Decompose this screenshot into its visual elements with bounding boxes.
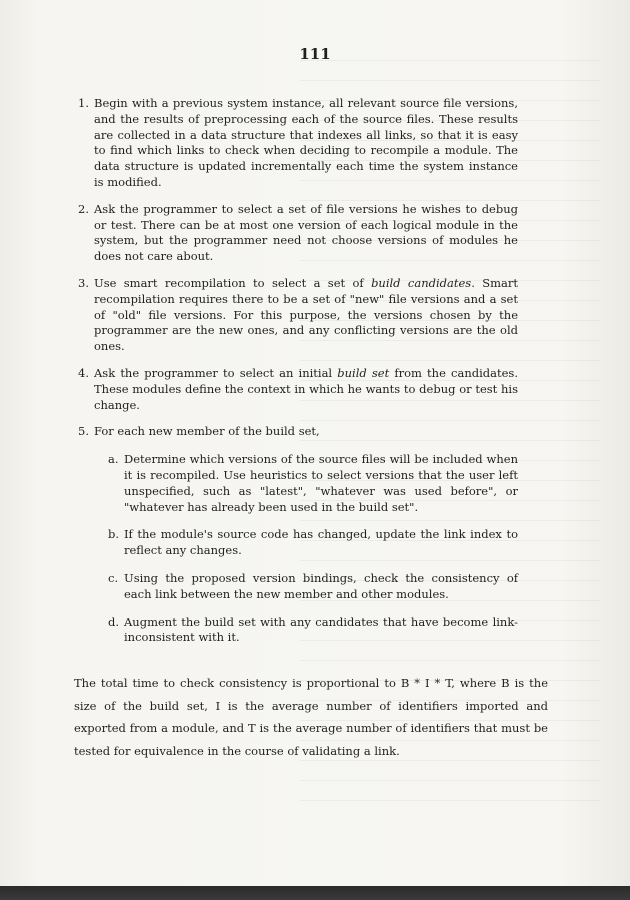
scan-edge-strip — [0, 886, 630, 900]
list-item-text-start: Use smart recompilation to select a set of — [94, 275, 372, 290]
list-marker: 4. — [78, 365, 89, 380]
page-number: 111 — [299, 45, 331, 63]
list-marker: 5. — [78, 424, 89, 439]
sub-list-item — [108, 571, 518, 603]
list-item — [78, 96, 518, 191]
list-item-emphasis: build candidates — [371, 275, 472, 290]
list-item-text: For each new member of the build set, — [94, 424, 320, 439]
sub-list-item-text: If the module's source code has changed, update the link index to reflect any changes. — [124, 527, 518, 558]
sub-list-marker: a. — [108, 452, 119, 467]
sub-list-item-text: Determine which versions of the source files will be included when it is recompiled. Use heuristics to select versions that the user left unspecified, such as "latest", "whatever was used before", or "whatever has already been used in the build set". — [124, 452, 518, 514]
list-item-text-start: Ask the programmer to select an initial — [94, 365, 338, 380]
list-marker: 3. — [78, 275, 89, 290]
sub-list-item-text: Augment the build set with any candidates that have become link-inconsistent with it. — [124, 614, 518, 645]
list-item-text-end: from the candidates. These modules define the context in which he wants to debug or test his change. — [94, 365, 518, 412]
sub-step-list — [108, 452, 518, 646]
list-item-text: Begin with a previous system instance, all relevant source file versions, and the results of preprocessing each of the source files. These results are collected in a data structure that indexes all links, so that it is easy to find which links to check when deciding to recompile a module. The data structure is updated incrementally each time the system instance is modified. — [94, 96, 518, 189]
list-item-text: Ask the programmer to select a set of file versions he wishes to debug or test. There can be at most one version of each logical module in the system, but the programmer need not choose versions of modules he does not care about. — [94, 201, 518, 264]
list-item — [78, 366, 518, 413]
list-item — [78, 276, 518, 355]
list-item — [78, 202, 518, 265]
list-item — [78, 424, 518, 440]
sub-list-marker: b. — [108, 527, 120, 542]
sub-list-item — [108, 527, 518, 559]
sub-list-marker: d. — [108, 614, 120, 629]
sub-list-item — [108, 452, 518, 515]
procedure-list — [78, 96, 518, 658]
list-item-text-end: . Smart recompilation requires there to be a set of "new" file versions and a set of "old" file versions. For this purpose, the versions chosen by the programmer are the new ones, and any conflicting versions are the old ones. — [94, 275, 518, 354]
sub-list-item-text: Using the proposed version bindings, check the consistency of each link between the new member and other modules. — [124, 570, 518, 601]
list-marker: 2. — [78, 201, 89, 216]
sub-list-item — [108, 615, 518, 647]
list-item-emphasis: build set — [337, 365, 390, 380]
closing-paragraph: The total time to check consistency is proportional to B * I * T, where B is the size of the build set, I is the average number of identifiers imported and exported from a module, and T is the average number of identifiers that must be tested for equivalence in the course of validating a link. — [74, 676, 548, 758]
sub-list-marker: c. — [108, 570, 119, 585]
list-marker: 1. — [78, 96, 89, 110]
